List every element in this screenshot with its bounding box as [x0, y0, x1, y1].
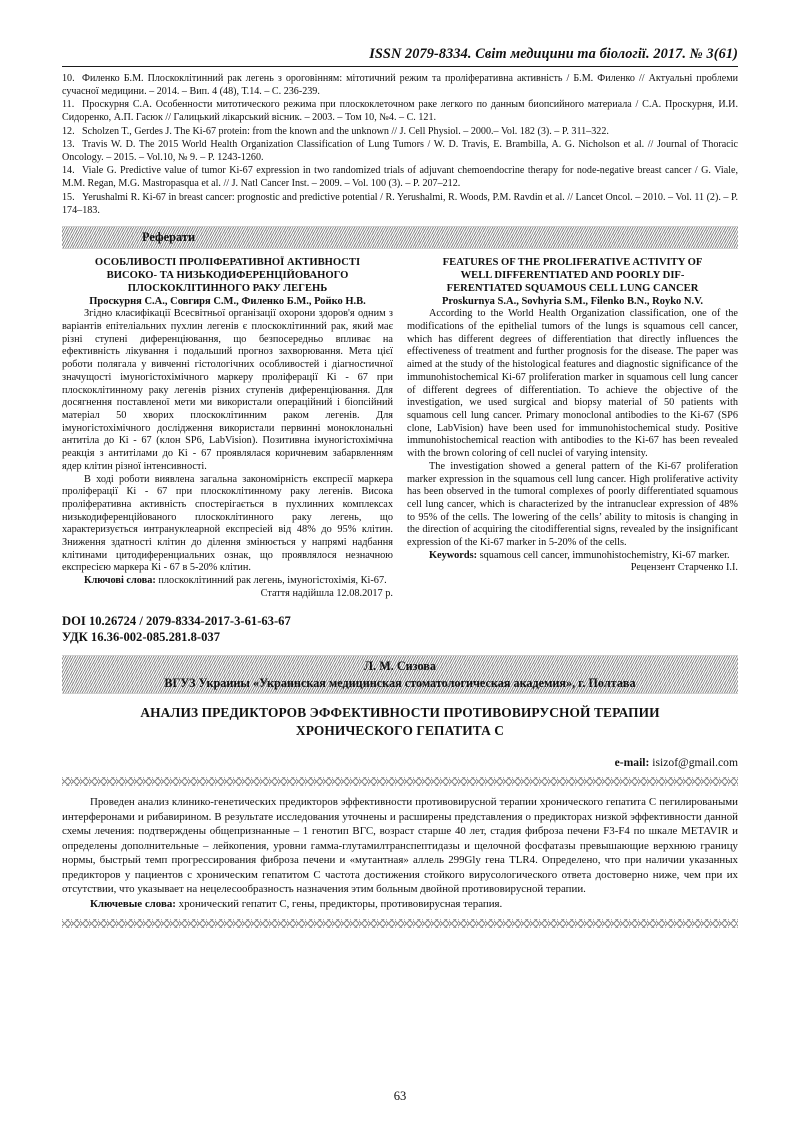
reference-number: 14. — [62, 165, 75, 177]
header-rule — [62, 66, 738, 67]
article-keywords — [62, 897, 738, 912]
abstract-ua-keywords-label: Ключові слова: — [84, 575, 156, 587]
abstract-ua-title-line1: ОСОБЛИВОСТІ ПРОЛІФЕРАТИВНОЇ АКТИВНОСТІ — [94, 257, 361, 269]
author-email-line — [62, 756, 738, 769]
abstract-en-keywords — [407, 550, 738, 563]
email-value[interactable]: isizof@gmail.com — [652, 756, 738, 770]
abstract-en-paragraph-2: The investigation showed a general pattern of the Ki-67 proliferation marker expression in the squamous cell lung cancer. High proliferative activity has been observed in the tumoral complexes of poorly differentiated squamous cell lung cancer, which is characterized by the intranuclear expression of 48% to 95% of the cells. The lowering of the cells’ ability to mitosis is changing in the direction of acquiring the citodifferential signs, revealed by the insignificant expression of the Ki-67 marker in 5-20% of the cells. — [407, 460, 738, 549]
abstract-en-title-line1: FEATURES OF THE PROLIFERATIVE ACTIVITY OF — [442, 257, 703, 269]
page-number: 63 — [393, 1089, 407, 1103]
reference-text: Филенко Б.М. Плоскоклітинний рак легень з ороговінням: мітотичний режим та проліферативна активність / Б.М. Филенко // Актуальні проблеми сучасної медицини. – 2014. – Вип. 4 (48), Т.14. – С. 236-239. — [62, 73, 738, 97]
reference-text: Scholzen T., Gerdes J. The Ki-67 protein: from the known and the unknown // J. Cell Physiol. – 2000.– Vol. 182 (3). – P. 311–322. — [82, 125, 609, 137]
abstract-en-reviewer: Рецензент Старченко І.І. — [630, 562, 738, 574]
reference-item — [62, 139, 738, 165]
article-title — [62, 704, 738, 740]
abstracts-two-column — [62, 256, 738, 600]
zigzag-separator-top — [62, 777, 738, 786]
abstract-ua-keywords-text: плоскоклітинний рак легень, імуногістохімія, Кі-67. — [158, 575, 387, 587]
reference-number: 15. — [62, 191, 75, 203]
abstract-ua-title-line2: ВИСОКО- ТА НИЗЬКОДИФЕРЕНЦІЙОВАНОГО — [106, 270, 349, 282]
abstract-en-title-line2: WELL DIFFERENTIATED AND POORLY DIF- — [460, 270, 685, 282]
abstract-en-keywords-label: Keywords: — [429, 549, 478, 561]
abstract-ua-title-line3: ПЛОСКОКЛІТИННОГО РАКУ ЛЕГЕНЬ — [127, 283, 328, 295]
reference-text: Viale G. Predictive value of tumor Ki-67 expression in two randomized trials of adjuvant chemoendocrine therapy for node-negative breast cancer / G. Viale, M.M. Regan, M.G. Mastropasqua et al. // J. Natl Cancer Inst. – 2009. – Vol. 100 (3). – P. 207–212. — [62, 165, 738, 190]
abstract-ua-authors: Проскурня С.А., Совгиря С.М., Филенко Б.М., Ройко Н.В. — [89, 296, 366, 308]
abstract-en-keywords-text: squamous cell cancer, immunohistochemistry, Ki-67 marker. — [479, 549, 730, 561]
identifier-block — [62, 613, 738, 646]
reference-item — [62, 99, 738, 125]
reference-item — [62, 126, 738, 139]
running-head: ISSN 2079-8334. Світ медицини та біології. 2017. № 3(61) — [369, 46, 738, 62]
abstract-ua-paragraph-1: Згідно класифікації Всесвітньої організації охорони здоров'я одним з варіантів епітеліальних пухлин легенів є плоскоклітинний рак, який має різні ступені диференціювання, що безпосередньо впливає на ефективність лікування і подальший прогноз захворювання. Мета цієї роботи полягала у вивченні гістологічних особливостей і діагностичної значущості імуногістохімічного маркеру проліферації Кі - 67 при плоскоклітинному раку легенів різних ступенів диференціювання. Для досягнення поставленої мети ми використали операційний і біопсійний матеріал 50 хворих плоскоклітинним раком легенів. Для імуногістохімічного дослідження використали первинні моноклональні антитіла до Кі - 67 (клон SP6, LabVision). Позитивна імуногістохімічна реакція з антитілами до Кі - 67 проявлялася коричневим забарвленням ядер клітин різної інтенсивності. — [62, 308, 393, 472]
abstract-en-paragraph-1: According to the World Health Organization classification, one of the modifications of the epithelial tumors of the lungs is squamous cell cancer, which has different degrees of differentiation that directly influences the effectiveness of treatment and further prognosis for the disease. The paper was aimed at the study of the histological features and diagnostic significance of the immunohistochemical Ki-67 proliferation marker in squamous cell lung cancer of different degrees of differentiation. To achieve the objective of the investigation, we used surgical and biopsy material of 50 patients with squamous cell lung cancer. Primary monoclonal antibodies to the Ki-67 (SP6 clone, LabVision) have been used for immunohistochemical study. Positive immunohistochemical reaction with antibodies to the Ki-67 has been revealed with the brown coloring of cell nuclei of varying intensity. — [407, 308, 738, 460]
article-author-band — [62, 655, 738, 695]
abstracts-section-band — [62, 226, 738, 249]
reference-text: Travis W. D. The 2015 World Health Organization Classification of Lung Tumors / W. D. Travis, E. Brambilla, A. G. Nicholson et al. // Journal of Thoracic Oncology. – 2015. – Vol.10, № 9. – P. 1243-1260. — [62, 139, 738, 163]
reference-number: 12. — [62, 125, 75, 137]
article-keywords-text: хронический гепатит С, гены, предикторы, противовирусная терапия. — [178, 897, 503, 910]
abstract-ua-keywords — [62, 575, 393, 588]
reference-number: 11. — [62, 99, 75, 111]
reference-text: Проскурня С.А. Особенности митотического режима при плоскоклеточном раке легкого по данным биопсийного материала / С.А. Проскурня, И.И. Сидоренко, А.П. Гасюк // Галицький лікарський вісник. – 2003. – Том 10, №4. – С. 121. — [62, 99, 738, 124]
email-label: e-mail: — [614, 756, 650, 770]
abstract-ua-submitted-date: Стаття надійшла 12.08.2017 р. — [260, 587, 393, 599]
doi-line: DOI 10.26724 / 2079-8334-2017-3-61-63-67 — [62, 613, 291, 628]
zigzag-separator-bottom — [62, 919, 738, 928]
article-keywords-label: Ключевые слова: — [90, 897, 176, 910]
udk-line: УДК 16.36-002-085.281.8-037 — [62, 630, 220, 645]
reference-item — [62, 165, 738, 191]
article-abstract — [62, 795, 738, 911]
article-author-name: Л. М. Сизова — [364, 658, 436, 673]
abstract-english — [407, 256, 738, 600]
reference-item — [62, 192, 738, 218]
abstract-ukrainian — [62, 256, 393, 600]
reference-number: 10. — [62, 73, 75, 84]
abstract-ua-paragraph-2: В ході роботи виявлена загальна закономірність експресії маркера проліферації Кі - 67 при плоскоклітинному раку легенів. Висока проліферативна активність спостерігається в пухлинних комплексах низькодиференційованого плоскоклітинного раку легень, що характеризується интрануклеарной експресіей від 48% до 95% клітин. Зниження здатності клітин до ділення змінюється у напрямі надбання клітинами цитодиференциальних ознак, що проявлялося незначною експресією маркера Кі - 67 в 5-20% клітин. — [62, 473, 393, 574]
abstract-en-title-line3: FERENTIATED SQUAMOUS CELL LUNG CANCER — [446, 283, 699, 295]
article-title-line1: АНАЛИЗ ПРЕДИКТОРОВ ЭФФЕКТИВНОСТИ ПРОТИВОВИРУСНОЙ ТЕРАПИИ — [140, 705, 660, 721]
article-title-line2: ХРОНИЧЕСКОГО ГЕПАТИТА С — [295, 723, 505, 739]
abstracts-section-title: Реферати — [142, 230, 196, 245]
reference-number: 13. — [62, 139, 75, 151]
reference-text: Yerushalmi R. Ki-67 in breast cancer: prognostic and predictive potential / R. Yerushalmi, R. Woods, P.M. Ravdin et al. // Lancet Oncol. – 2010. – Vol. 11 (2). – P. 174–183. — [62, 191, 738, 216]
reference-item — [62, 73, 738, 99]
abstract-en-authors: Proskurnya S.A., Sovhyria S.M., Filenko B.N., Royko N.V. — [442, 296, 703, 308]
page-content — [62, 0, 738, 928]
article-affiliation: ВГУЗ Украины «Украинская медицинская стоматологическая академия», г. Полтава — [164, 675, 636, 690]
article-abstract-text: Проведен анализ клинико-генетических предикторов эффективности противовирусной терапии хронического гепатита С пегилироваными интерферонами и рибавирином. В результате исследования уточнены и расширены представления о предикторах низкой эффективности данной схемы лечения: подтверждены общепризнанные – 1 генотип ВГС, возраст старше 40 лет, стадия фиброза печени F3-F4 по шкале METAVIR и определены дополнительные – лейкопения, уровни гамма-глутамилтранспептидазы и щелочной фосфатазы превышающие верхнюю границу нормы, быстрый темп прогрессирования фиброза печени и «мутантная» аллель 299Gly гена TLR4. Определено, что при наличии указанных предикторов у пациентов с хроническим гепатитом С частота достижения стойкого вирусологического ответа достоверно ниже, чем при их отсутствии, что указывает на нецелесообразность назначения этим больным двойной противовирусной терапии. — [62, 796, 738, 896]
reference-list — [62, 73, 738, 217]
